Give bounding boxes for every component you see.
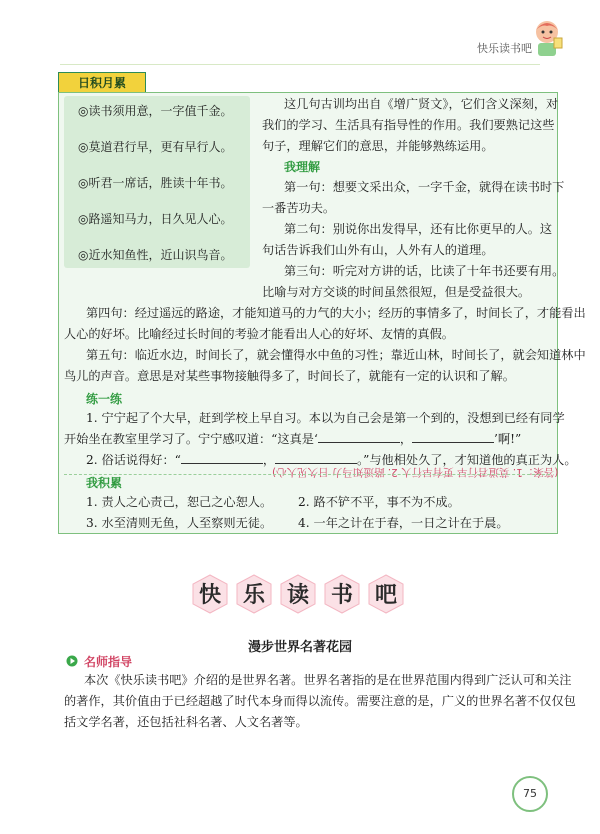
accumulate-item: 3. 水至清则无鱼，人至察则无徒。 xyxy=(86,516,273,530)
practice-q1-end: ’啊!” xyxy=(494,432,522,446)
answer-blank[interactable] xyxy=(275,451,357,464)
explain-line: 第二句：别说你出发得早，还有比你更早的人。这 xyxy=(284,222,553,236)
practice-q2-end: 。”与他相处久了，才知道他的真正为人。 xyxy=(357,453,577,467)
explain-line: 一番苦功夫。 xyxy=(262,201,336,215)
accumulate-item: 4. 一年之计在于春，一日之计在于晨。 xyxy=(298,516,509,530)
practice-q1-line2 xyxy=(64,429,521,450)
explain-line: 鸟儿的声音。意思是对某些事物接触得多了，时间长了，就能有一定的认识和了解。 xyxy=(64,369,515,383)
subtitle: 漫步世界名著花园 xyxy=(247,640,352,655)
quote-line: ◎近水知鱼性，近山识鸟音。 xyxy=(78,248,233,262)
header-divider xyxy=(60,64,540,65)
quote-line: ◎莫道君行早，更有早行人。 xyxy=(78,140,233,154)
dashed-divider xyxy=(64,474,550,475)
svg-text:读: 读 xyxy=(286,583,310,608)
guide-line: 本次《快乐读书吧》介绍的是世界名著。世界名著指的是在世界范围内得到广泛认可和关注 xyxy=(84,673,572,687)
title-char-badge xyxy=(278,574,318,614)
upside-down-answer: (答案：1. 莫道君行早 更有早行人 2. 路遥知马力 日久见人心) xyxy=(272,466,559,478)
practice-q2-text: 2. 俗话说得好：“ xyxy=(86,453,181,467)
svg-text:书: 书 xyxy=(330,583,354,608)
quote-line: ◎路遥知马力，日久见人心。 xyxy=(78,212,233,226)
header-section-title: 快乐读书吧 xyxy=(477,42,532,55)
explain-line: 第三句：听完对方讲的话，比读了十年书还要有用。 xyxy=(284,264,565,278)
quote-line: ◎听君一席话，胜读十年书。 xyxy=(78,176,233,190)
explain-line: 人心的好坏。比喻经过长时间的考验才能看出人心的好坏、友情的真假。 xyxy=(64,327,454,341)
explain-line: 句话告诉我们山外有山，人外有人的道理。 xyxy=(262,243,494,257)
explain-line: 第四句：经过遥远的路途，才能知道马的力气的大小；经历的事情多了，时间长了，才能看出 xyxy=(86,306,586,320)
page-number: 75 xyxy=(512,776,548,812)
explain-line: 第一句：想要文采出众，一字千金，就得在读书时下 xyxy=(284,180,565,194)
play-bullet-icon xyxy=(66,655,78,667)
intro-line: 句子，理解它们的意思，并能够熟练运用。 xyxy=(262,139,494,153)
practice-q1-line1: 1. 宁宁起了个大早，赶到学校上早自习。本以为自己会是第一个到的，没想到已经有同学 xyxy=(86,411,565,425)
title-char-badge xyxy=(234,574,274,614)
accumulate-item: 1. 责人之心责己，恕己之心恕人。 xyxy=(86,495,273,509)
intro-line: 这几句古训均出自《增广贤文》，它们含义深刻，对 xyxy=(284,97,559,111)
explain-line: 第五句：临近水边，时间长了，就会懂得水中鱼的习性；靠近山林，时间长了，就会知道林中 xyxy=(86,348,586,362)
answer-blank[interactable] xyxy=(412,430,494,443)
mascot-icon xyxy=(530,18,564,58)
guide-line: 的著作，其价值由于已经超越了时代本身而得以流传。需要注意的是，广义的世界名著不仅仅包 xyxy=(64,694,576,708)
title-char-badge xyxy=(366,574,406,614)
blank-separator: ， xyxy=(262,453,276,467)
answer-blank[interactable] xyxy=(181,451,263,464)
svg-text:吧: 吧 xyxy=(374,583,398,608)
quote-box xyxy=(64,96,250,268)
practice-heading: 练一练 xyxy=(86,392,123,406)
guide-heading: 名师指导 xyxy=(84,655,133,669)
accumulate-item: 2. 路不铲不平，事不为不成。 xyxy=(298,495,460,509)
guide-line: 括文学名著，还包括社科名著、人文名著等。 xyxy=(64,715,308,729)
quote-line: ◎读书须用意，一字值千金。 xyxy=(78,104,233,118)
answer-blank[interactable] xyxy=(318,430,400,443)
svg-text:乐: 乐 xyxy=(242,583,266,608)
daily-tag: 日积月累 xyxy=(58,72,146,93)
blank-separator: ， xyxy=(399,432,413,446)
accumulate-heading: 我积累 xyxy=(86,476,123,490)
intro-line: 我们的学习、生活具有指导性的作用。我们要熟记这些 xyxy=(262,118,555,132)
svg-text:快: 快 xyxy=(198,583,222,608)
practice-q1-text: 开始坐在教室里学习了。宁宁感叹道：“这真是‘ xyxy=(64,432,318,446)
understand-heading: 我理解 xyxy=(284,160,321,174)
section-title xyxy=(190,574,410,620)
title-char-badge xyxy=(322,574,362,614)
title-char-badge xyxy=(190,574,230,614)
explain-line: 比喻与对方交谈的时间虽然很短，但是受益很大。 xyxy=(262,285,531,299)
